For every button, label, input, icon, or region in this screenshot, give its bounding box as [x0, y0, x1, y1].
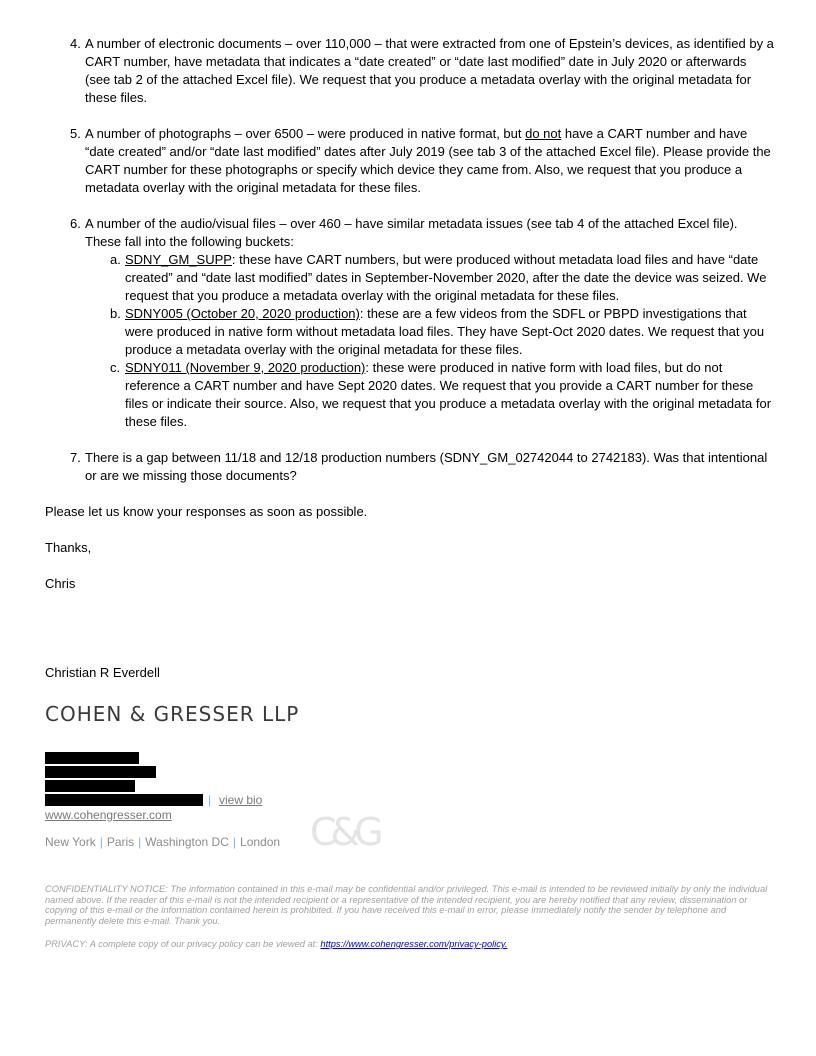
- office-washington-dc: Washington DC: [145, 835, 229, 849]
- privacy-policy-link[interactable]: https://www.cohengresser.com/privacy-policy.: [320, 939, 508, 949]
- office-new-york: New York: [45, 835, 96, 849]
- sub-item-text: : these have CART numbers, but were produced without metadata load files and have “date created” and “date last modified” dates in September-November 2020, after the date the device was seized. We request that you produce a metadata overlay with the original metadata for these files.: [125, 252, 767, 303]
- item-number: 5.: [70, 126, 81, 141]
- list-item-4: [45, 35, 775, 107]
- item-text: A number of electronic documents – over 110,000 – that were extracted from one of Epstein’s devices, as identified by a CART number, have metadata that indicates a “date created” or “date last modified” date in July 2020 or afterwards (see tab 2 of the attached Excel file). We request that you produce a metadata overlay with the original metadata for these files.: [85, 36, 774, 105]
- sub-item-a: [85, 251, 775, 305]
- cg-monogram-text: C&G: [310, 811, 378, 851]
- sub-item-c: [85, 359, 775, 431]
- sub-item-text: : these are a few videos from the SDFL or PBPD investigations that were produced in native form without metadata load files. They have Sept-Oct 2020 dates. We request that you produce a metadata overlay with the original metadata for these files.: [125, 306, 765, 357]
- office-paris: Paris: [106, 835, 135, 849]
- bio-separator: |: [208, 793, 212, 807]
- privacy-prefix: PRIVACY: A complete copy of our privacy policy can be viewed at:: [45, 939, 321, 949]
- numbered-list: [45, 35, 775, 485]
- office-separator: |: [232, 835, 237, 849]
- redaction-bar: [45, 766, 156, 778]
- privacy-notice: [45, 939, 770, 950]
- list-item-5: [45, 125, 775, 197]
- item-text: A number of the audio/visual files – over 460 – have similar metadata issues (see tab 4 of the attached Excel file). These fall into the following buckets:: [85, 216, 738, 249]
- item-text-post: have a CART number and have “date created” and/or “date last modified” dates after July 2019 (see tab 3 of the attached Excel file). Please provide the CART number for these photographs or specify which device they came from. Also, we request that you produce a metadata overlay with the original metadata for these files.: [85, 126, 771, 195]
- sub-item-letter: b.: [110, 306, 121, 321]
- confidentiality-notice: CONFIDENTIALITY NOTICE: The information contained in this e-mail may be confidential and/or privileged. This e-mail is intended to be reviewed initially by only the individual named above. If the reader of this e-mail is not the intended recipient or a representative of the intended recipient, you are hereby notified that any review, dissemination or copying of this e-mail or the information contained herein is prohibited. If you have received this e-mail in error, please immediately notify the sender by telephone and permanently delete this e-mail. Thank you.: [45, 884, 768, 926]
- sub-item-letter: c.: [110, 360, 121, 375]
- office-locations: [45, 835, 280, 849]
- item-number: 6.: [70, 216, 81, 231]
- office-separator: |: [99, 835, 103, 849]
- cg-logo-icon: [310, 811, 382, 851]
- list-item-7: [45, 449, 775, 485]
- office-separator: |: [138, 835, 142, 849]
- redaction-bar: [45, 780, 135, 792]
- closing-thanks: Thanks,: [45, 540, 92, 555]
- closing-request: Please let us know your responses as soon as possible.: [45, 504, 368, 519]
- list-item-6: [45, 215, 775, 431]
- sub-item-letter: a.: [110, 252, 121, 267]
- redaction-bar: [45, 752, 139, 764]
- item-text: There is a gap between 11/18 and 12/18 production numbers (SDNY_GM_02742044 to 2742183). Was that intentional or are we missing those documents?: [85, 450, 768, 483]
- signature-full-name: Christian R Everdell: [45, 665, 160, 680]
- item-text-underlined: do not: [525, 126, 562, 141]
- item-text-pre: A number of photographs – over 6500 – were produced in native format, but: [85, 126, 526, 141]
- sub-item-label: SDNY011 (November 9, 2020 production): [125, 360, 366, 375]
- view-bio-link[interactable]: view bio: [219, 793, 263, 807]
- item-number: 7.: [70, 450, 81, 465]
- sub-item-label: SDNY005 (October 20, 2020 production): [125, 306, 360, 321]
- sub-item-label: SDNY_GM_SUPP: [125, 252, 232, 267]
- sub-item-text: : these were produced in native form with load files, but do not reference a CART number and have Sept 2020 dates. We request that you provide a CART number for these files or indicate their source. Also, we request that you produce a metadata overlay with the original metadata for these files.: [125, 360, 772, 429]
- website-link[interactable]: www.cohengresser.com: [45, 808, 172, 822]
- item-number: 4.: [70, 36, 81, 51]
- redaction-bar: [45, 794, 203, 806]
- closing-name: Chris: [45, 576, 76, 591]
- cg-monogram: [310, 811, 382, 855]
- firm-logo: COHEN & GRESSER LLP: [45, 702, 300, 726]
- office-london: London: [240, 835, 281, 849]
- sub-item-b: [85, 305, 775, 359]
